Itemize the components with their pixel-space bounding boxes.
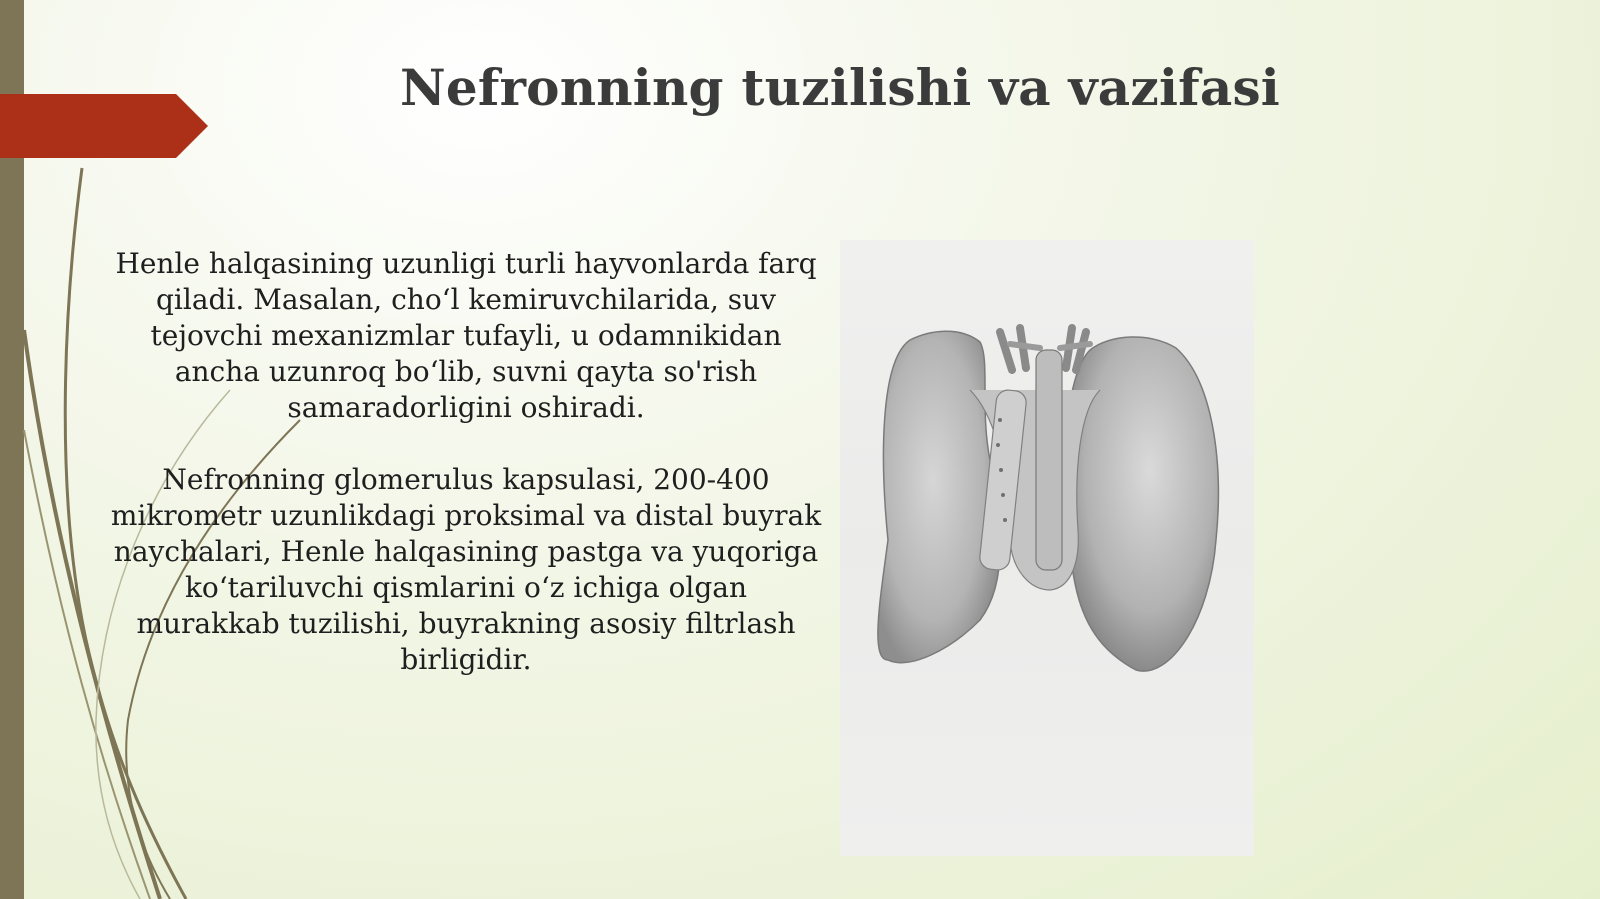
paragraph-henle-loop: Henle halqasining uzunligi turli hayvonlarda farq qiladi. Masalan, cho‘l kemiruvchilarida, suv tejovchi mexanizmlar tufayli, u odamnikidan ancha uzunroq bo‘lib, suvni qayta so'rish samaradorligini oshiradi. [115, 247, 817, 424]
kidney-drawing-image [840, 240, 1254, 856]
title-arrow-shape [0, 94, 208, 158]
kidney-drawing-icon [840, 240, 1254, 856]
slide-title: Nefronning tuzilishi va vazifasi [399, 58, 1280, 117]
paragraph-nephron-structure: Nefronning glomerulus kapsulasi, 200-400 mikrometr uzunlikdagi proksimal va distal buyrak naychalari, Henle halqasining pastga va yuqoriga ko‘tariluvchi qismlarini o‘z ichiga olgan murakkab tuzilishi, buyrakning asosiy filtrlash birligidir. [110, 463, 822, 676]
